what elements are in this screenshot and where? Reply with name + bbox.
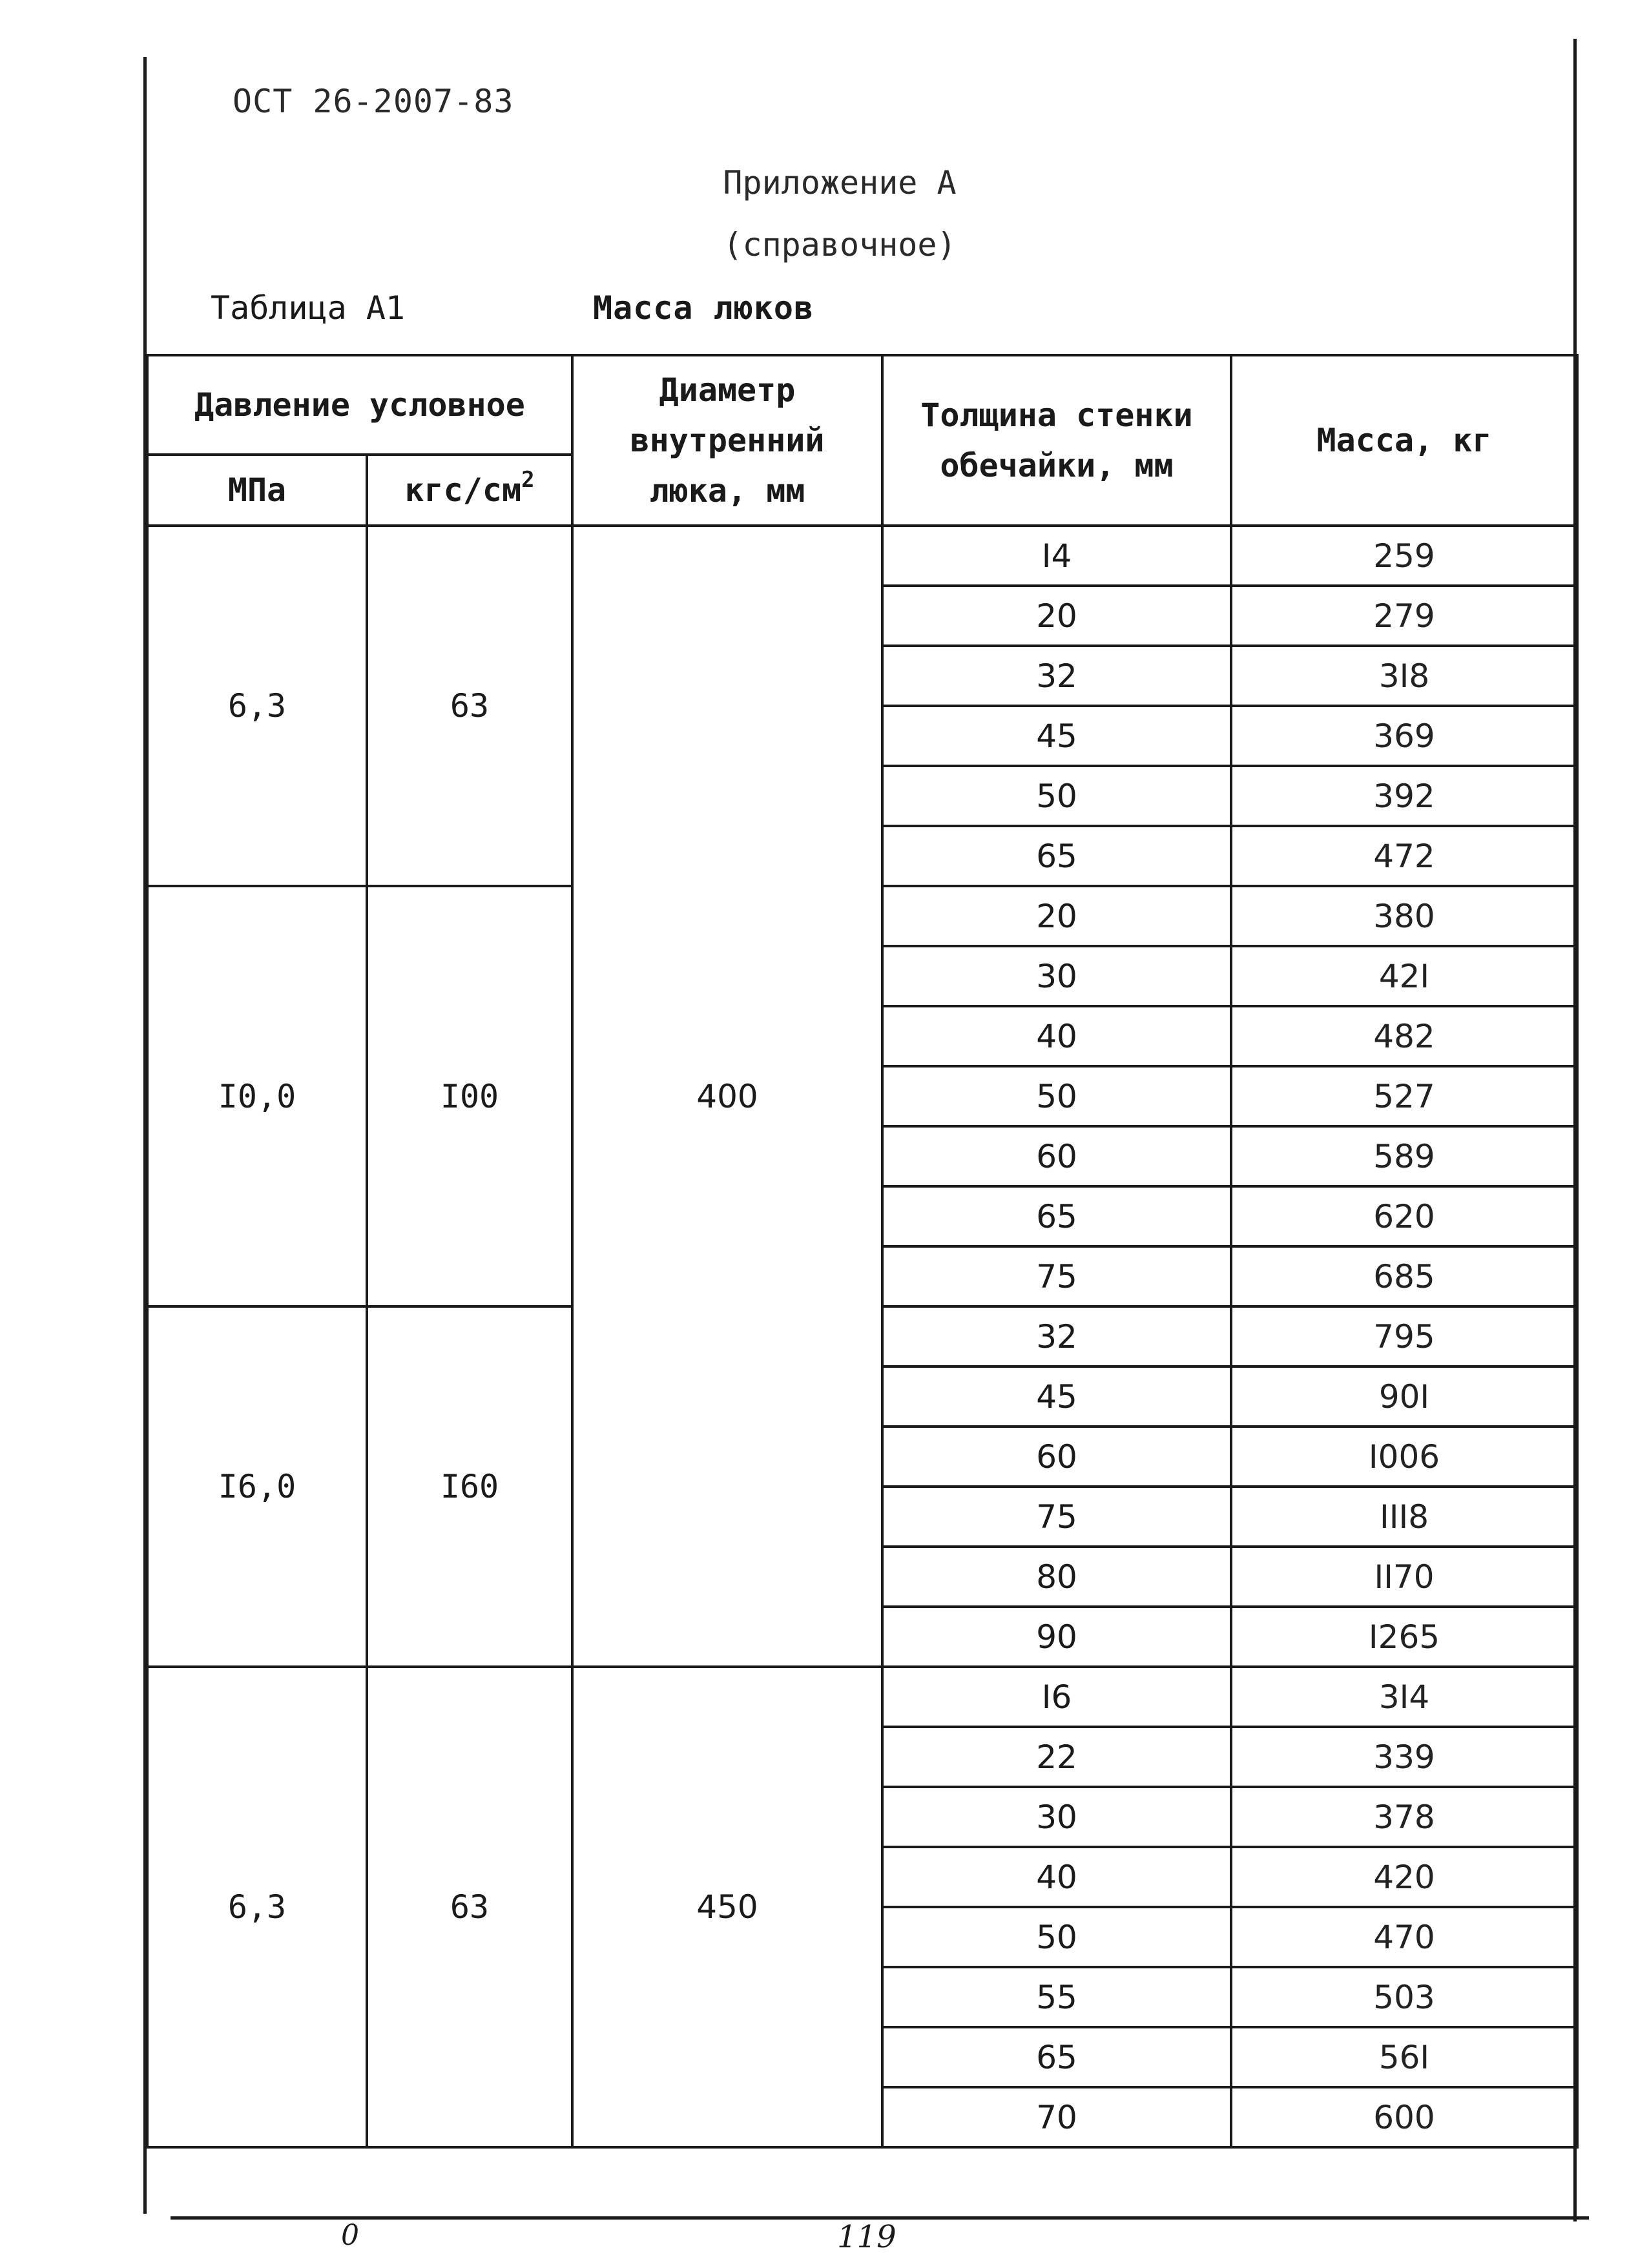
pressure-kgf-cell: 63 — [367, 526, 572, 886]
thickness-cell: 50 — [882, 1066, 1231, 1126]
pressure-kgf-cell: 63 — [367, 1667, 572, 2147]
thickness-cell: 50 — [882, 766, 1231, 826]
pressure-mpa-cell: 6,3 — [147, 526, 367, 886]
mass-cell: 42I — [1231, 946, 1577, 1006]
mass-cell: 259 — [1231, 526, 1577, 586]
thickness-cell: 40 — [882, 1847, 1231, 1907]
thickness-cell: 20 — [882, 886, 1231, 946]
pressure-kgf-cell: I60 — [367, 1306, 572, 1667]
mass-cell: 392 — [1231, 766, 1577, 826]
thickness-cell: 45 — [882, 1366, 1231, 1427]
mass-cell: 420 — [1231, 1847, 1577, 1907]
thickness-cell: 55 — [882, 1967, 1231, 2027]
thickness-cell: 75 — [882, 1487, 1231, 1547]
table-body — [147, 526, 1577, 2147]
mass-cell: 279 — [1231, 586, 1577, 646]
thickness-cell: 80 — [882, 1547, 1231, 1607]
page-number: 119 — [837, 2219, 897, 2255]
mass-cell: I006 — [1231, 1427, 1577, 1487]
mass-cell: 3I4 — [1231, 1667, 1577, 1727]
pressure-mpa-cell: 6,3 — [147, 1667, 367, 2147]
header-thickness: Толщина стенки обечайки, мм — [882, 355, 1231, 526]
table-title: Масса люков — [593, 289, 814, 327]
header-mpa: МПа — [147, 455, 367, 526]
thickness-cell: 40 — [882, 1006, 1231, 1066]
mass-cell: 339 — [1231, 1727, 1577, 1787]
mass-cell: 503 — [1231, 1967, 1577, 2027]
table-header — [147, 355, 1577, 526]
mass-cell: 380 — [1231, 886, 1577, 946]
thickness-cell: 30 — [882, 1787, 1231, 1847]
thickness-cell: 20 — [882, 586, 1231, 646]
pressure-mpa-cell: I0,0 — [147, 886, 367, 1306]
table-label: Таблица А1 — [211, 289, 406, 327]
mass-cell: 470 — [1231, 1907, 1577, 1967]
pressure-kgf-cell: I00 — [367, 886, 572, 1306]
thickness-cell: 70 — [882, 2087, 1231, 2147]
thickness-cell: 60 — [882, 1126, 1231, 1186]
thickness-cell: 90 — [882, 1607, 1231, 1667]
thickness-cell: 32 — [882, 646, 1231, 706]
table-row — [147, 1667, 1577, 1727]
mass-cell: I265 — [1231, 1607, 1577, 1667]
thickness-cell: 65 — [882, 2027, 1231, 2087]
mass-cell: 600 — [1231, 2087, 1577, 2147]
mass-cell: 378 — [1231, 1787, 1577, 1847]
thickness-cell: 60 — [882, 1427, 1231, 1487]
mass-cell: 482 — [1231, 1006, 1577, 1066]
hatch-mass-table — [146, 354, 1579, 2149]
header-diameter: Диаметр внутренний люка, мм — [572, 355, 882, 526]
mass-cell: 3I8 — [1231, 646, 1577, 706]
mass-cell: III8 — [1231, 1487, 1577, 1547]
diameter-cell: 450 — [572, 1667, 882, 2147]
mass-cell: 795 — [1231, 1306, 1577, 1366]
mass-cell: II70 — [1231, 1547, 1577, 1607]
mass-cell: 589 — [1231, 1126, 1577, 1186]
table-row — [147, 526, 1577, 586]
thickness-cell: 65 — [882, 1186, 1231, 1246]
header-mass: Масса, кг — [1231, 355, 1577, 526]
thickness-cell: 50 — [882, 1907, 1231, 1967]
document-code: ОСТ 26-2007-83 — [233, 83, 514, 120]
thickness-cell: 30 — [882, 946, 1231, 1006]
mass-cell: 527 — [1231, 1066, 1577, 1126]
thickness-cell: 32 — [882, 1306, 1231, 1366]
thickness-cell: 45 — [882, 706, 1231, 766]
mass-cell: 685 — [1231, 1246, 1577, 1306]
header-kgf-superscript: 2 — [521, 467, 535, 493]
mass-cell: 472 — [1231, 826, 1577, 886]
mass-cell: 620 — [1231, 1186, 1577, 1246]
appendix-title: Приложение А — [723, 164, 957, 201]
mass-cell: 90I — [1231, 1366, 1577, 1427]
thickness-cell: 75 — [882, 1246, 1231, 1306]
header-kgf-unit: кгс/см — [404, 471, 522, 509]
pressure-mpa-cell: I6,0 — [147, 1306, 367, 1667]
header-kgf — [367, 455, 572, 526]
mass-cell: 56I — [1231, 2027, 1577, 2087]
thickness-cell: I6 — [882, 1667, 1231, 1727]
mass-cell: 369 — [1231, 706, 1577, 766]
header-pressure: Давление условное — [147, 355, 572, 455]
diameter-cell: 400 — [572, 526, 882, 1667]
thickness-cell: 65 — [882, 826, 1231, 886]
thickness-cell: 22 — [882, 1727, 1231, 1787]
thickness-cell: I4 — [882, 526, 1231, 586]
appendix-subtitle: (справочное) — [723, 226, 957, 263]
footer-mark: 0 — [341, 2219, 359, 2252]
